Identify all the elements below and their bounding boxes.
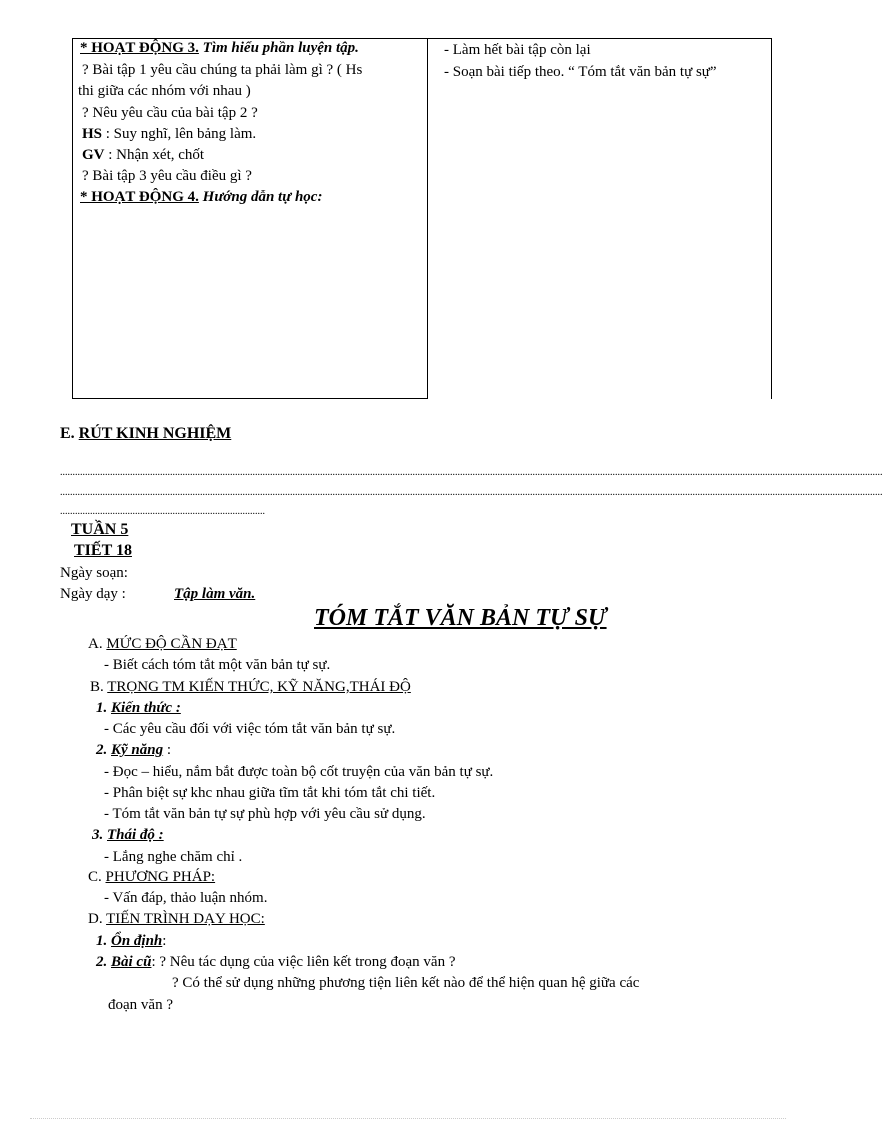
section-c-heading xyxy=(88,869,215,886)
b1-item: - Các yêu cầu đối với việc tóm tắt văn bản tự sự. xyxy=(104,721,396,737)
b2-title: Kỹ năng xyxy=(111,742,164,758)
b3-title: Thái độ : xyxy=(107,827,164,843)
hs-text: : Suy nghĩ, lên bảng làm. xyxy=(105,126,257,142)
hd3-title: Tìm hiểu phần luyện tập. xyxy=(202,40,359,56)
gv-text: : Nhận xét, chốt xyxy=(108,147,205,163)
subject-label: Tập làm văn. xyxy=(174,586,256,602)
hd4-title: Hướng dẫn tự học: xyxy=(202,189,323,205)
homework-line-1: - Làm hết bài tập còn lại xyxy=(444,42,591,58)
lesson-title: TÓM TẮT VĂN BẢN TỰ SỰ xyxy=(314,605,607,631)
d2-question-2-line-2: đoạn văn ? xyxy=(108,997,173,1013)
b1-heading xyxy=(96,700,181,717)
dotted-line-3: .................................................................................. xyxy=(60,506,265,517)
section-c-prefix: C. xyxy=(88,869,102,885)
experience-title: RÚT KINH NGHIỆM xyxy=(78,425,232,442)
question-3: ? Bài tập 3 yêu cầu điều gì ? xyxy=(82,168,252,184)
prep-date: Ngày soạn: xyxy=(60,565,128,581)
section-a-title: MỨC ĐỘ CẦN ĐẠT xyxy=(106,636,237,652)
section-d-title: TIẾN TRÌNH DẠY HỌC: xyxy=(106,911,265,927)
hd4-label: * HOẠT ĐỘNG 4. xyxy=(80,189,199,205)
b2-heading xyxy=(96,742,171,759)
question-2: ? Nêu yêu cầu của bài tập 2 ? xyxy=(82,105,258,121)
section-b-prefix: B. xyxy=(90,679,104,695)
section-b-title: TRỌNG TM KIẾN THỨC, KỸ NĂNG,THÁI ĐỘ xyxy=(107,679,411,695)
homework-line-2: - Soạn bài tiếp theo. “ Tóm tắt văn bản tự sự” xyxy=(444,64,717,80)
section-d-heading xyxy=(88,911,265,928)
section-d-prefix: D. xyxy=(88,911,103,927)
b2-item-1: - Đọc – hiểu, nắm bắt được toàn bộ cốt truyện của văn bản tự sự. xyxy=(104,764,494,780)
page-bottom-rule xyxy=(30,1118,786,1119)
b3-item: - Lắng nghe chăm chỉ . xyxy=(104,849,243,865)
period-label: TIẾT 18 xyxy=(74,542,132,559)
hd3-label: * HOẠT ĐỘNG 3. xyxy=(80,40,199,56)
question-1-line-2: thi giữa các nhóm với nhau ) xyxy=(78,83,251,99)
section-b-heading xyxy=(90,679,411,696)
gv-line xyxy=(82,147,204,164)
b1-title: Kiến thức : xyxy=(111,700,181,716)
question-1-line-1: ? Bài tập 1 yêu cầu chúng ta phải làm gì ? ( Hs xyxy=(82,62,363,78)
b3-number: 3. xyxy=(92,827,104,843)
section-a-heading xyxy=(88,636,237,653)
gv-label: GV xyxy=(82,147,105,163)
experience-heading xyxy=(60,425,231,443)
dotted-line-2: ......................................................................................................................................................................................................................................................................................................................................... xyxy=(60,487,883,498)
section-a-item: - Biết cách tóm tắt một văn bản tự sự. xyxy=(104,657,331,673)
d2-question-2-line-1: ? Có thể sử dụng những phương tiện liên kết nào để thể hiện quan hệ giữa các xyxy=(172,975,640,991)
b2-number: 2. xyxy=(96,742,108,758)
teach-date: Ngày dạy : xyxy=(60,586,126,602)
b3-heading xyxy=(92,827,164,844)
activity-cell-right xyxy=(428,38,772,399)
hoat-dong-4 xyxy=(80,189,322,206)
d2-heading xyxy=(96,954,456,971)
hs-line xyxy=(82,126,256,143)
d2-text: : ? Nêu tác dụng của việc liên kết trong đoạn văn ? xyxy=(151,954,456,970)
b1-number: 1. xyxy=(96,700,108,716)
d1-colon: : xyxy=(162,933,167,949)
d1-title: Ổn định xyxy=(111,933,163,949)
section-c-title: PHƯƠNG PHÁP: xyxy=(105,869,216,885)
b2-item-2: - Phân biệt sự khc nhau giữa tĩm tắt khi tóm tắt chi tiết. xyxy=(104,785,436,801)
d2-number: 2. xyxy=(96,954,108,970)
b2-colon: : xyxy=(163,742,172,758)
d1-number: 1. xyxy=(96,933,108,949)
b2-item-3: - Tóm tắt văn bản tự sự phù hợp với yêu cầu sử dụng. xyxy=(104,806,426,822)
section-c-item: - Vấn đáp, thảo luận nhóm. xyxy=(104,890,268,906)
d2-title: Bài cũ xyxy=(111,954,152,970)
dotted-line-1: ......................................................................................................................................................................................................................................................................................................................................... xyxy=(60,467,883,478)
week-label: TUẦN 5 xyxy=(71,521,129,538)
d1-heading xyxy=(96,933,166,950)
experience-prefix: E. xyxy=(60,425,75,442)
section-a-prefix: A. xyxy=(88,636,103,652)
hs-label: HS xyxy=(82,126,103,142)
hoat-dong-3 xyxy=(80,40,359,57)
